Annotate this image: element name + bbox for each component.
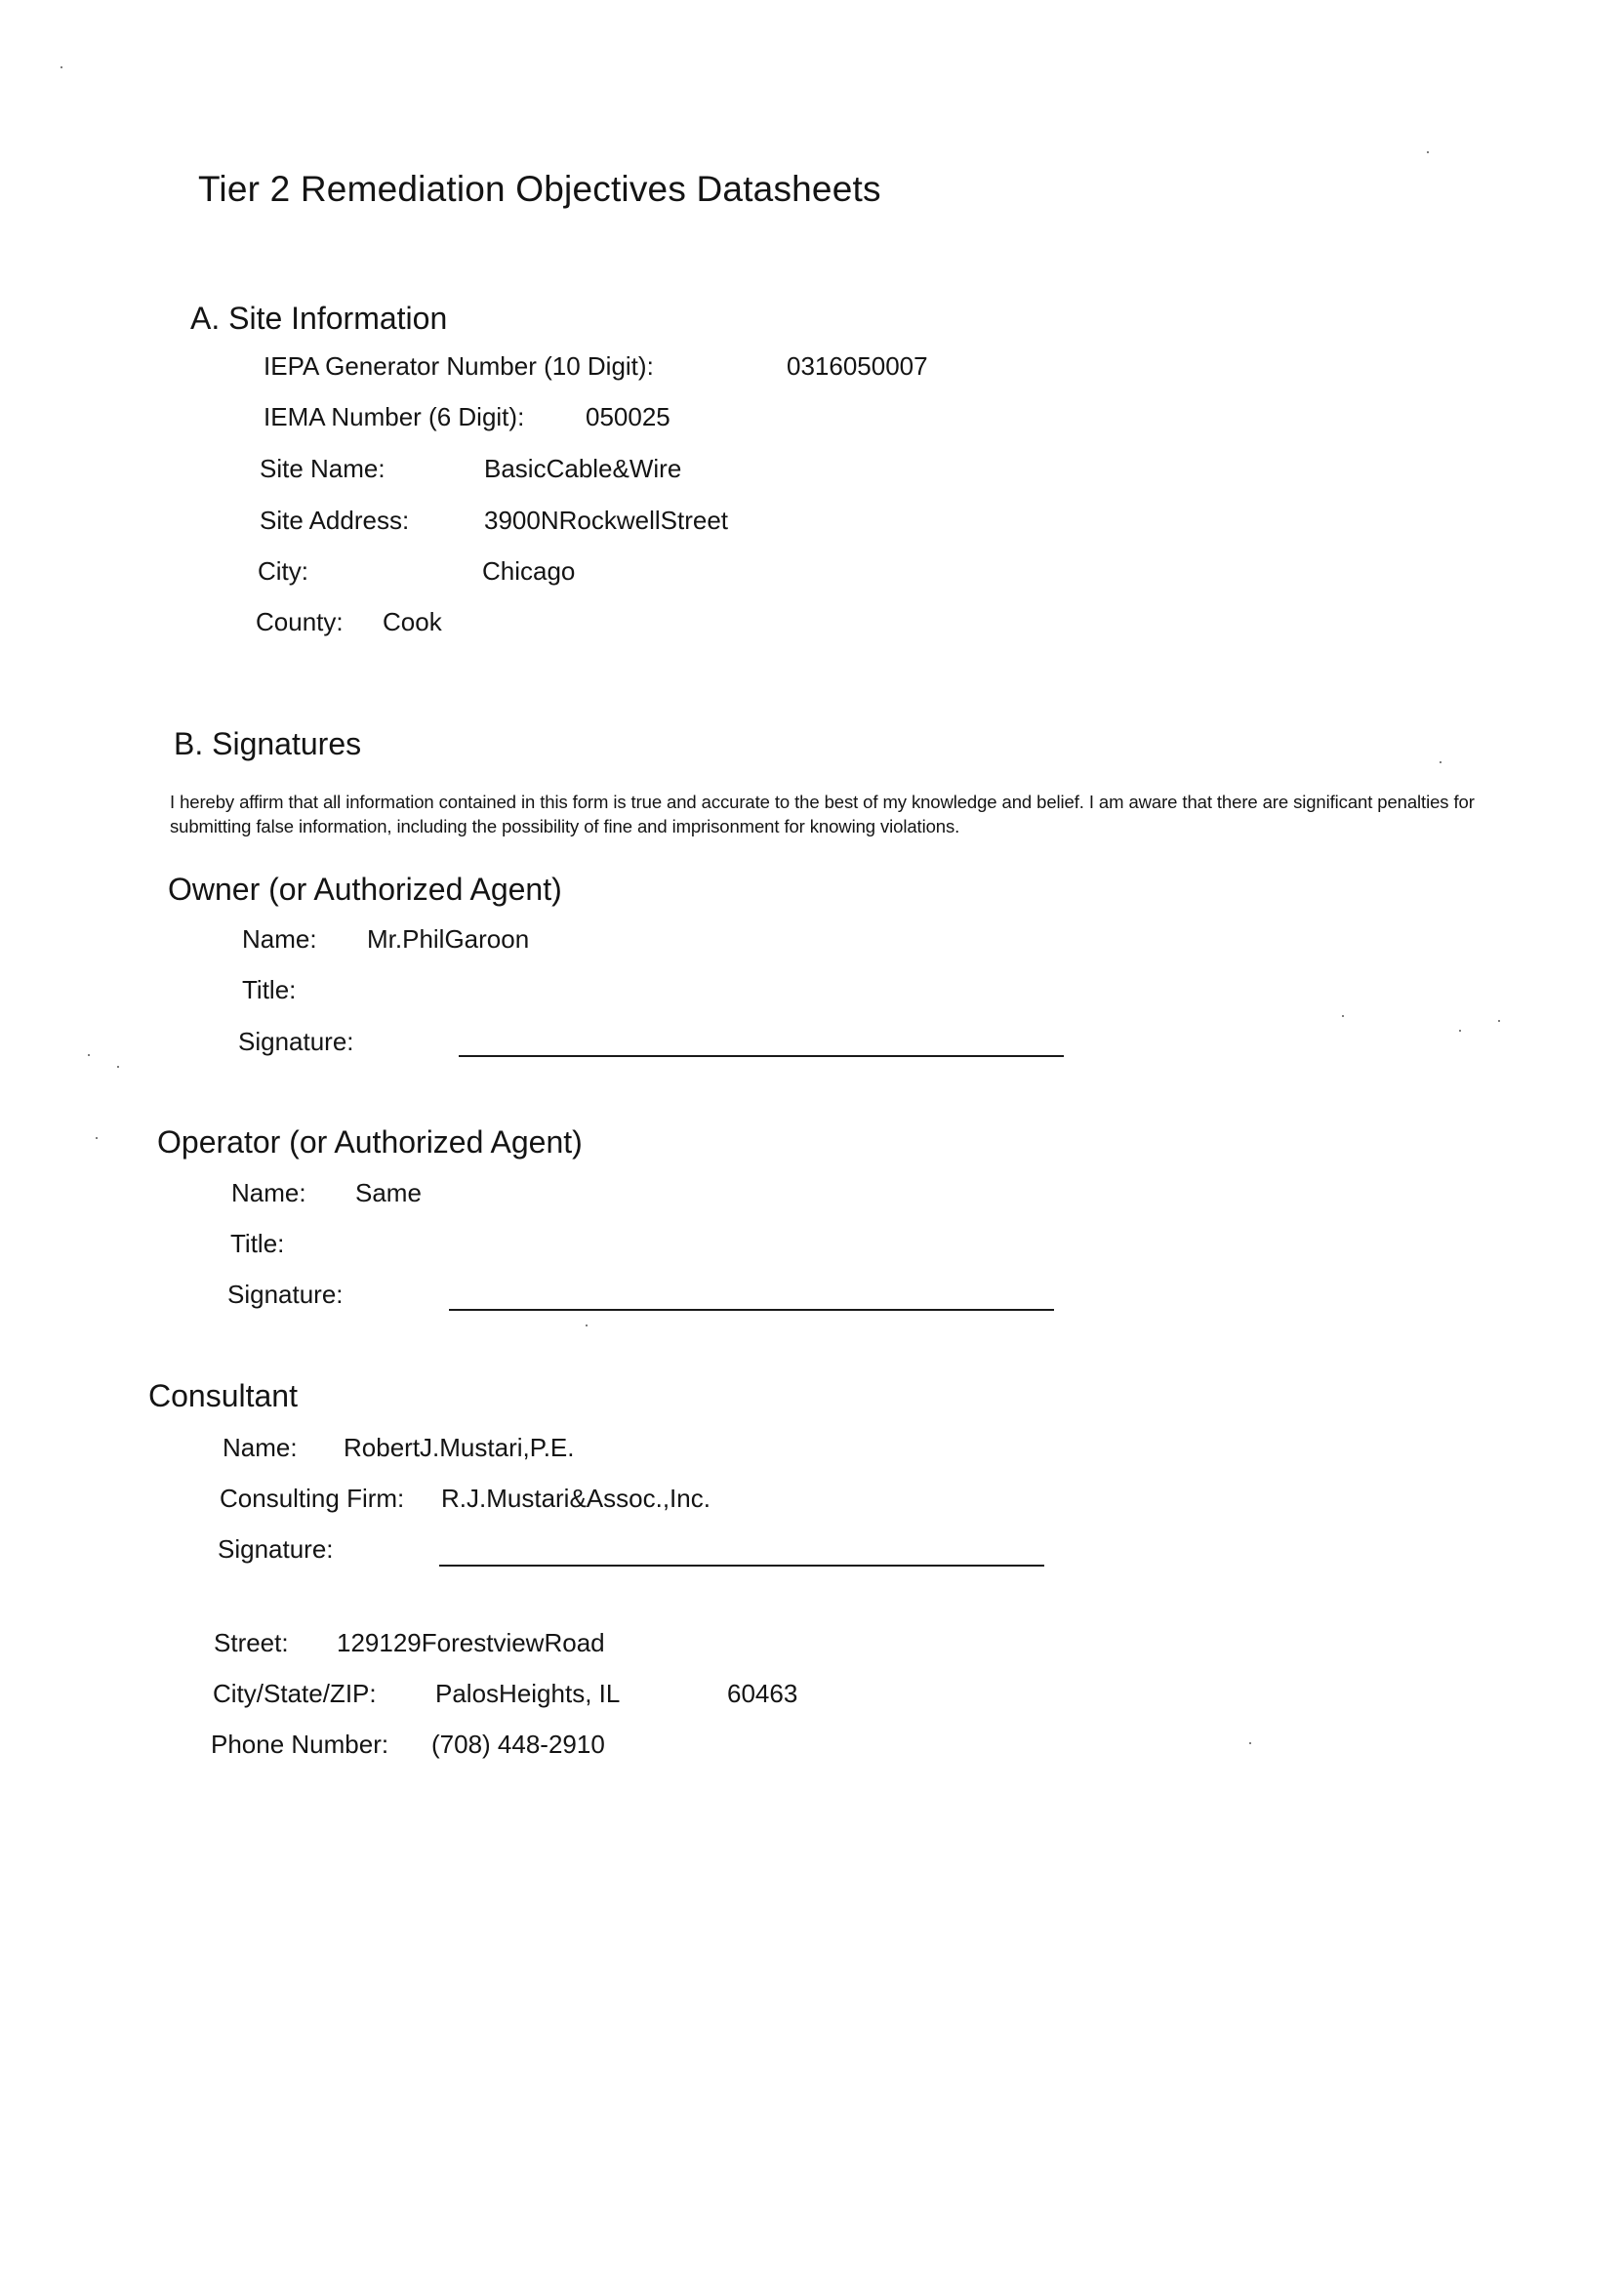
site-name-label: Site Name: xyxy=(260,454,386,483)
consultant-signature-line[interactable] xyxy=(439,1565,1044,1567)
consulting-firm-value: R.J.Mustari&Assoc.,Inc. xyxy=(441,1484,710,1513)
consultant-city-state-zip-label: City/State/ZIP: xyxy=(213,1679,377,1708)
consultant-phone-label: Phone Number: xyxy=(211,1730,389,1759)
operator-name-label: Name: xyxy=(231,1178,306,1207)
city-label: City: xyxy=(258,556,308,586)
iepa-number-value: 0316050007 xyxy=(787,351,928,381)
scan-speck xyxy=(96,1137,98,1139)
scan-speck xyxy=(117,1066,119,1068)
iepa-number-label: IEPA Generator Number (10 Digit): xyxy=(264,351,654,381)
consultant-street-label: Street: xyxy=(214,1628,289,1657)
operator-signature-label: Signature: xyxy=(227,1280,344,1309)
iema-number-label: IEMA Number (6 Digit): xyxy=(264,402,525,431)
scan-speck xyxy=(1440,761,1441,763)
owner-name-value: Mr.PhilGaroon xyxy=(367,924,530,954)
iema-number-value: 050025 xyxy=(586,402,670,431)
consultant-name-label: Name: xyxy=(223,1433,298,1462)
consultant-phone-value: (708) 448-2910 xyxy=(431,1730,605,1759)
scan-speck xyxy=(88,1054,90,1056)
scan-speck xyxy=(1498,1020,1500,1022)
consultant-heading: Consultant xyxy=(148,1378,298,1413)
scan-speck xyxy=(1459,1030,1461,1032)
owner-title-label: Title: xyxy=(242,975,297,1004)
scan-speck xyxy=(1249,1742,1251,1744)
consultant-street-value: 129129ForestviewRoad xyxy=(337,1628,605,1657)
consultant-zip-value: 60463 xyxy=(727,1679,798,1708)
scan-speck xyxy=(1342,1015,1344,1017)
consultant-city-state-value: PalosHeights, IL xyxy=(435,1679,621,1708)
county-label: County: xyxy=(256,607,344,636)
owner-signature-label: Signature: xyxy=(238,1027,354,1056)
owner-heading: Owner (or Authorized Agent) xyxy=(168,872,562,907)
site-address-label: Site Address: xyxy=(260,506,410,535)
page-title: Tier 2 Remediation Objectives Datasheets xyxy=(198,169,881,209)
site-name-value: BasicCable&Wire xyxy=(484,454,682,483)
scan-speck xyxy=(61,66,62,68)
consultant-signature-label: Signature: xyxy=(218,1534,334,1564)
owner-name-label: Name: xyxy=(242,924,317,954)
signatures-heading: B. Signatures xyxy=(174,726,362,761)
consulting-firm-label: Consulting Firm: xyxy=(220,1484,405,1513)
consultant-name-value: RobertJ.Mustari,P.E. xyxy=(344,1433,575,1462)
operator-title-label: Title: xyxy=(230,1229,285,1258)
operator-name-value: Same xyxy=(355,1178,422,1207)
site-address-value: 3900NRockwellStreet xyxy=(484,506,729,535)
affirmation-statement: I hereby affirm that all information contained in this form is true and accurate to the best of my knowledge and belief. I am aware that there are significant penalties for submitting false information, including the possibility of fine and imprisonment for knowing violations. xyxy=(170,792,1475,836)
operator-signature-line[interactable] xyxy=(449,1309,1054,1311)
operator-heading: Operator (or Authorized Agent) xyxy=(157,1124,583,1160)
city-value: Chicago xyxy=(482,556,576,586)
county-value: Cook xyxy=(383,607,442,636)
scan-speck xyxy=(1427,151,1429,153)
scan-speck xyxy=(586,1324,588,1326)
site-information-heading: A. Site Information xyxy=(190,301,448,336)
owner-signature-line[interactable] xyxy=(459,1055,1064,1057)
